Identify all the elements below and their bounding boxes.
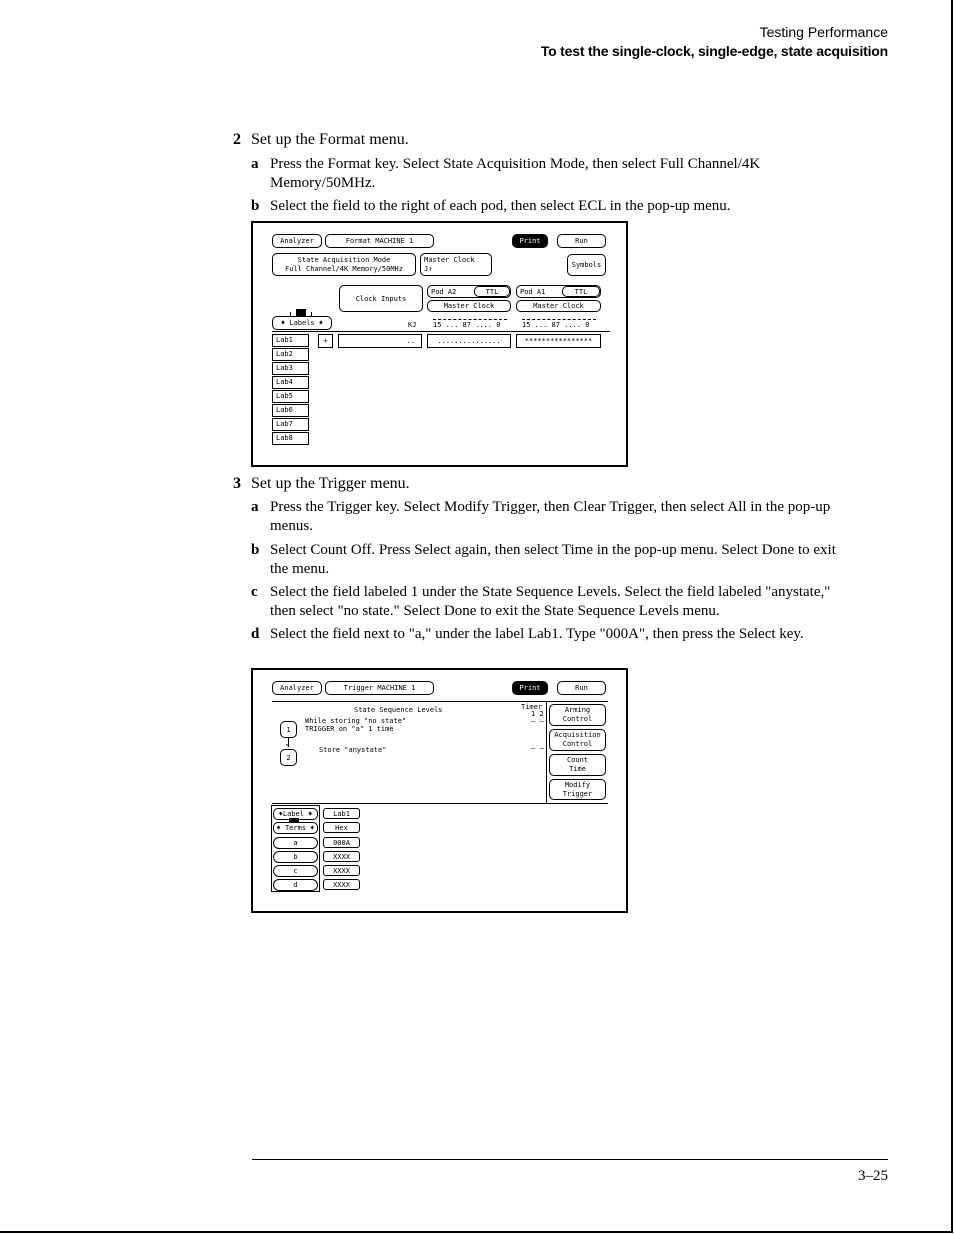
pod-a1-clock-button[interactable]: Master Clock	[516, 300, 601, 312]
sequence-level-2-button[interactable]: 2	[280, 749, 297, 766]
timer-numbers: 1 2	[531, 710, 544, 718]
term-d-value[interactable]: XXXX	[323, 879, 360, 890]
label-row-lab7[interactable]: Lab7	[272, 418, 309, 431]
pod-a2-label: Pod A2	[431, 287, 457, 296]
kj-bit-label: KJ	[408, 321, 417, 329]
pod-a1-bit-rule	[522, 319, 596, 320]
acquisition-line-2: Control	[562, 740, 593, 748]
pod-a2-bit-numbers: 15 ... 87 .... 0	[433, 321, 501, 329]
acquisition-line-1: Acquisition	[554, 731, 601, 739]
term-c-value[interactable]: XXXX	[323, 865, 360, 876]
term-a-button[interactable]: a	[273, 837, 318, 849]
step-3b	[251, 541, 851, 579]
label-table-rule	[272, 331, 610, 332]
item-text: Select Count Off. Press Select again, then select Time in the pop-up menu. Select Done to exit the menu.	[270, 542, 836, 577]
acquisition-control-button[interactable]	[549, 729, 606, 751]
term-a-value[interactable]: 000A	[323, 837, 360, 848]
item-letter: c	[251, 584, 258, 600]
arming-line-1: Arming	[564, 706, 591, 714]
pod-a2-bit-rule	[433, 319, 507, 320]
sequence-level-1-button[interactable]: 1	[280, 721, 297, 738]
modify-line-1: Modify	[564, 780, 591, 789]
step-title: Set up the Format menu.	[251, 131, 409, 148]
running-header-section: Testing Performance	[759, 24, 888, 40]
step-3c	[251, 583, 851, 621]
item-letter: a	[251, 499, 259, 515]
pod-a1-threshold-button[interactable]: TTL	[562, 286, 600, 297]
page-number: 3–25	[858, 1168, 888, 1184]
pod-a1-header	[516, 285, 601, 298]
count-line-2: Time	[569, 765, 586, 773]
label-row-lab2[interactable]: Lab2	[272, 348, 309, 361]
analyzer-button[interactable]: Analyzer	[272, 234, 322, 248]
pod-a2-header	[427, 285, 511, 298]
step-title: Set up the Trigger menu.	[251, 475, 410, 492]
item-text: Select the field labeled 1 under the State Sequence Levels. Select the field labeled "anystate," then select "no state." Select Done to exit the State Sequence Levels menu.	[270, 584, 831, 619]
labels-button[interactable]: ♦ Labels ♦	[272, 316, 332, 330]
lab1-pod-a1-assignment[interactable]: ****************	[516, 334, 601, 348]
level1-while-storing[interactable]: While storing "no state"	[305, 717, 407, 725]
footer-rule	[252, 1159, 888, 1160]
pod-a1-bit-numbers: 15 ... 87 .... 0	[522, 321, 590, 329]
print-button[interactable]: Print	[512, 681, 548, 695]
item-text: Press the Format key. Select State Acquisition Mode, then select Full Channel/4K Memory/50MHz.	[270, 156, 761, 191]
clock-inputs-field: Clock Inputs	[339, 285, 423, 312]
item-letter: b	[251, 198, 260, 214]
sequence-right-divider	[546, 701, 547, 803]
terms-selector-button[interactable]: ♦ Terms ♦	[273, 822, 318, 834]
item-letter: d	[251, 626, 260, 642]
lab1-clock-assignment[interactable]: ..	[338, 334, 422, 348]
master-clock-field[interactable]	[420, 253, 492, 276]
step-3a	[251, 498, 851, 536]
step-3-heading	[233, 475, 410, 493]
mode-line-2: Full Channel/4K Memory/50MHz	[284, 264, 403, 273]
acquisition-mode-field[interactable]	[272, 253, 416, 276]
pod-a2-clock-button[interactable]: Master Clock	[427, 300, 511, 312]
item-text: Press the Trigger key. Select Modify Trigger, then Clear Trigger, then select All in the pop-up menus.	[270, 499, 831, 534]
lab1-pod-a2-assignment[interactable]: ...............	[427, 334, 511, 348]
count-line-1: Count	[566, 756, 589, 764]
arming-control-button[interactable]	[549, 704, 606, 726]
step-2-heading	[233, 131, 409, 149]
format-menu-button[interactable]: Format MACHINE 1	[325, 234, 434, 248]
sequence-bottom-rule	[272, 803, 608, 804]
term-b-button[interactable]: b	[273, 851, 318, 863]
step-number: 3	[233, 475, 241, 492]
label-row-lab4[interactable]: Lab4	[272, 376, 309, 389]
state-sequence-levels-title: State Sequence Levels	[354, 706, 443, 714]
trigger-menu-button[interactable]: Trigger MACHINE 1	[325, 681, 434, 695]
step-number: 2	[233, 131, 241, 148]
run-button[interactable]: Run	[557, 234, 606, 248]
run-button[interactable]: Run	[557, 681, 606, 695]
item-text: Select the field next to "a," under the label Lab1. Type "000A", then press the Select key.	[270, 626, 804, 642]
pod-a1-label: Pod A1	[520, 287, 546, 296]
base-field[interactable]: Hex	[323, 822, 360, 833]
step-2b	[251, 197, 851, 216]
term-b-value[interactable]: XXXX	[323, 851, 360, 862]
page-frame-right	[951, 0, 953, 1233]
modify-trigger-button[interactable]	[549, 779, 606, 800]
label-row-lab5[interactable]: Lab5	[272, 390, 309, 403]
trigger-menu-screenshot	[251, 668, 628, 913]
timer-level1-values: – –	[531, 717, 544, 725]
lab1-polarity-field[interactable]: +	[318, 334, 333, 348]
level1-trigger-on[interactable]: TRIGGER on "a" 1 time	[305, 725, 394, 733]
pod-a2-threshold-button[interactable]: TTL	[474, 286, 510, 297]
running-header-title: To test the single-clock, single-edge, state acquisition	[540, 43, 888, 59]
lab1-column-header[interactable]: Lab1	[323, 808, 360, 819]
count-time-button[interactable]	[549, 754, 606, 776]
master-clock-label: Master Clock	[424, 255, 475, 264]
level-connector-arrow-icon: ▿	[285, 741, 290, 749]
level2-store[interactable]: Store "anystate"	[319, 746, 387, 754]
sequence-top-rule	[272, 701, 608, 702]
master-clock-value: J↑	[424, 264, 433, 273]
label-row-lab8[interactable]: Lab8	[272, 432, 309, 445]
modify-line-2: Trigger	[562, 789, 593, 798]
label-row-lab3[interactable]: Lab3	[272, 362, 309, 375]
step-2a	[251, 155, 851, 193]
step-3d	[251, 625, 851, 644]
arming-line-2: Control	[562, 715, 593, 723]
format-menu-screenshot	[251, 221, 628, 467]
print-button[interactable]: Print	[512, 234, 548, 248]
term-d-button[interactable]: d	[273, 879, 318, 891]
timer-level2-values: – –	[531, 744, 544, 752]
mode-line-1: State Acquisition Mode	[297, 255, 391, 264]
item-letter: b	[251, 542, 260, 558]
label-selector-button[interactable]: ♦Label ♦	[273, 808, 318, 820]
item-letter: a	[251, 156, 259, 172]
label-row-lab6[interactable]: Lab6	[272, 404, 309, 417]
analyzer-button[interactable]: Analyzer	[272, 681, 322, 695]
labels-scroll-knob[interactable]	[296, 309, 306, 316]
label-row-lab1[interactable]: Lab1	[272, 334, 309, 347]
item-text: Select the field to the right of each pod, then select ECL in the pop-up menu.	[270, 198, 731, 214]
term-c-button[interactable]: c	[273, 865, 318, 877]
page-frame-bottom	[0, 1231, 953, 1233]
symbols-button[interactable]: Symbols	[567, 254, 606, 276]
timer-label: Timer	[521, 703, 543, 711]
